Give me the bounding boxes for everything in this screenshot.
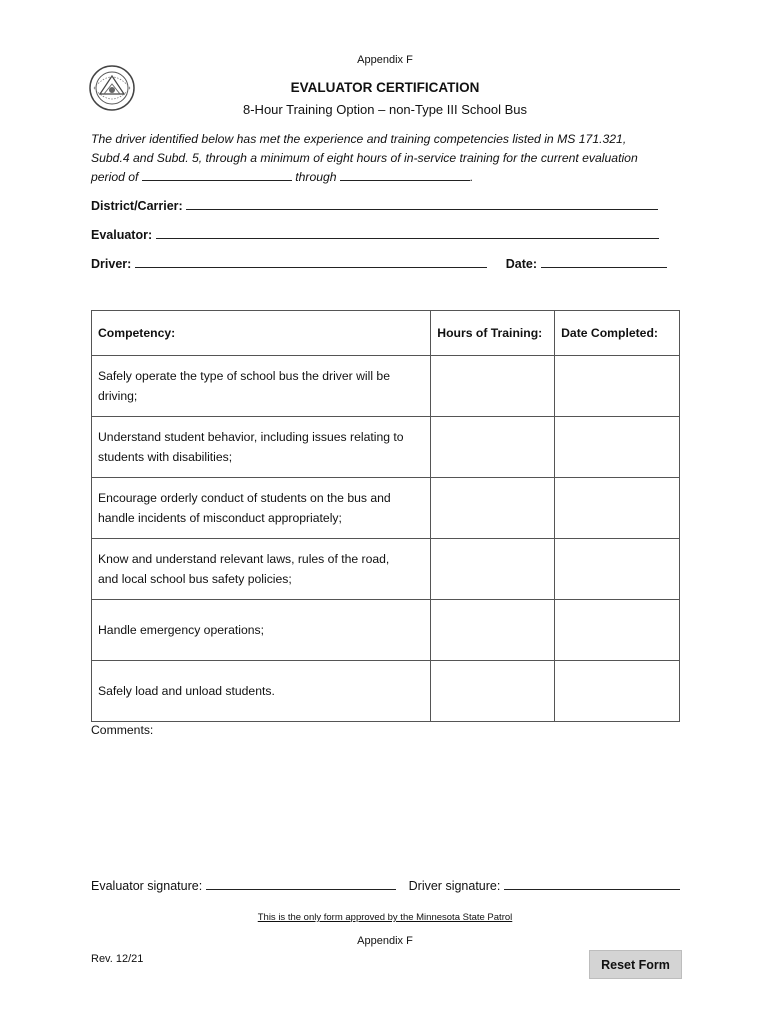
intro-period-end-punct: . xyxy=(469,170,474,184)
evaluator-row xyxy=(91,226,659,242)
table-header-row xyxy=(92,311,680,356)
evaluator-signature-label: Evaluator signature: xyxy=(91,879,203,893)
competency-table xyxy=(91,310,680,722)
approval-notice: This is the only form approved by the Minnesota State Patrol xyxy=(257,912,513,923)
hours-input-cell[interactable] xyxy=(431,661,555,722)
date-input-cell[interactable] xyxy=(555,600,680,661)
page-subtitle: 8-Hour Training Option – non-Type III School Bus xyxy=(243,102,527,117)
appendix-label-bottom: Appendix F xyxy=(357,935,413,947)
period-end-field[interactable] xyxy=(340,168,470,181)
evaluator-label: Evaluator: xyxy=(91,228,153,242)
driver-label: Driver: xyxy=(91,257,132,271)
hours-input-cell[interactable] xyxy=(431,539,555,600)
competency-text: Know and understand relevant laws, rules of the road, xyxy=(98,552,390,566)
intro-line-2: Subd.4 and Subd. 5, through a minimum of eight hours of in-service training for the current evaluation xyxy=(91,151,638,165)
evaluator-signature-field[interactable] xyxy=(206,877,396,890)
date-input-cell[interactable] xyxy=(555,661,680,722)
competency-text: driving; xyxy=(98,389,138,403)
hours-input-cell[interactable] xyxy=(431,417,555,478)
competency-text: Safely operate the type of school bus the driver will be xyxy=(98,369,390,383)
district-row xyxy=(91,197,658,213)
date-label: Date: xyxy=(505,257,538,271)
hours-input-cell[interactable] xyxy=(431,600,555,661)
intro-through-label: through xyxy=(295,170,337,184)
competency-cell xyxy=(92,356,431,417)
table-row xyxy=(92,600,680,661)
intro-line-3 xyxy=(91,168,691,187)
table-row xyxy=(92,539,680,600)
competency-text: students with disabilities; xyxy=(98,450,233,464)
intro-paragraph xyxy=(91,130,691,187)
competency-cell xyxy=(92,600,431,661)
competency-text: and local school bus safety policies; xyxy=(98,572,292,586)
signature-row xyxy=(91,877,680,893)
hours-input-cell[interactable] xyxy=(431,356,555,417)
driver-row xyxy=(91,255,667,271)
date-input-cell[interactable] xyxy=(555,539,680,600)
competency-cell xyxy=(92,417,431,478)
competency-text: Safely load and unload students. xyxy=(98,684,275,698)
date-field[interactable] xyxy=(541,255,667,268)
competency-cell xyxy=(92,478,431,539)
table-row xyxy=(92,661,680,722)
date-input-cell[interactable] xyxy=(555,478,680,539)
table-row xyxy=(92,417,680,478)
table-row xyxy=(92,356,680,417)
competency-text: Handle emergency operations; xyxy=(98,623,264,637)
page-title: EVALUATOR CERTIFICATION xyxy=(290,80,480,95)
comments-field[interactable] xyxy=(91,742,680,867)
appendix-label-top: Appendix F xyxy=(357,54,413,66)
intro-period-label: period of xyxy=(91,170,139,184)
evaluator-field[interactable] xyxy=(156,226,659,239)
competency-text: Encourage orderly conduct of students on the bus and xyxy=(98,491,391,505)
date-input-cell[interactable] xyxy=(555,356,680,417)
header-date-completed: Date Completed: xyxy=(555,311,680,356)
date-input-cell[interactable] xyxy=(555,417,680,478)
competency-text: Understand student behavior, including issues relating to xyxy=(98,430,404,444)
driver-field[interactable] xyxy=(135,255,487,268)
competency-text: handle incidents of misconduct appropriately; xyxy=(98,511,342,525)
header-hours: Hours of Training: xyxy=(431,311,555,356)
driver-signature-label: Driver signature: xyxy=(408,879,501,893)
competency-cell xyxy=(92,539,431,600)
intro-line-1: The driver identified below has met the experience and training competencies listed in MS 171.321, xyxy=(91,132,627,146)
header-competency: Competency: xyxy=(92,311,431,356)
driver-signature-field[interactable] xyxy=(504,877,680,890)
competency-cell xyxy=(92,661,431,722)
reset-form-button[interactable]: Reset Form xyxy=(589,950,682,979)
revision-label: Rev. 12/21 xyxy=(91,953,144,965)
district-field[interactable] xyxy=(186,197,658,210)
district-label: District/Carrier: xyxy=(91,199,183,213)
period-start-field[interactable] xyxy=(142,168,292,181)
table-row xyxy=(92,478,680,539)
hours-input-cell[interactable] xyxy=(431,478,555,539)
comments-label: Comments: xyxy=(91,723,154,737)
